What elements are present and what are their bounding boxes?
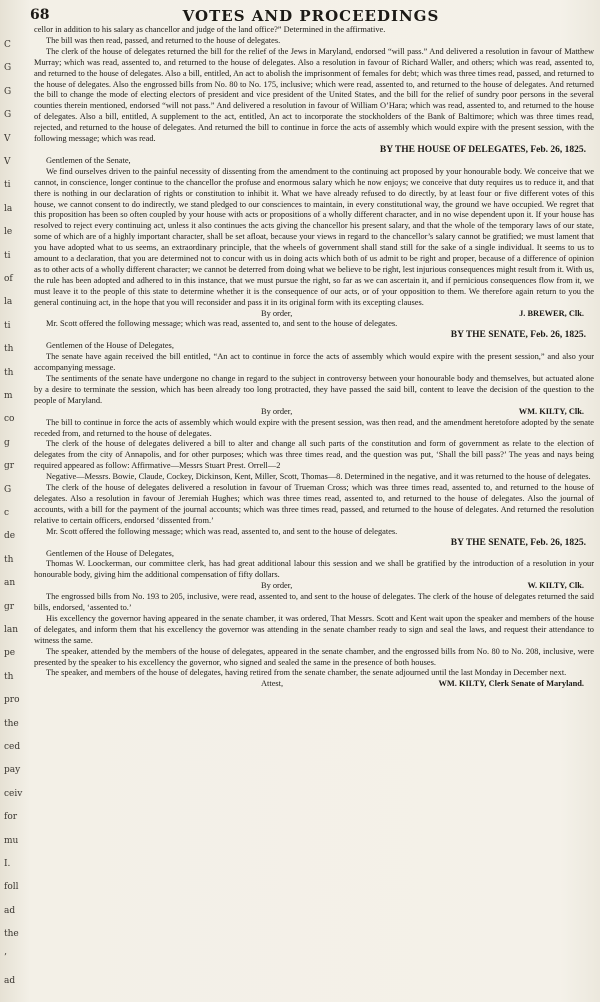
margin-note: G	[4, 86, 12, 97]
paragraph: The engrossed bills from No. 193 to 205, inclusive, were read, assented to, and sent to the house of delegates. The clerk of the house of delegates returned the said bills, endorsed, ‘assented to.’	[34, 592, 594, 613]
document-body	[34, 25, 594, 690]
paragraph: Mr. Scott offered the following message; which was read, assented to, and sent to the house of delegates.	[46, 319, 398, 329]
signature-prefix: By order,	[261, 308, 293, 318]
margin-note: de	[4, 531, 16, 542]
margin-note: th	[4, 344, 14, 355]
paragraph: The bill was then read, passed, and returned to the house of delegates.	[46, 35, 281, 45]
margin-note: m	[4, 391, 13, 401]
margin-note: V	[4, 157, 11, 167]
paragraph: The speaker, and members of the house of delegates, having retired from the senate chamber, the senate adjourned until the last Monday in December next.	[46, 668, 567, 678]
margin-note: G	[4, 63, 12, 74]
paragraph: The sentiments of the senate have undergone no change in regard to the subject in controversy between your honourable body and themselves, but actuated alone by a desire to terminate the session, which has been already too long protracted, they have passed the said bill, content to leave the decision of the question to the people of Maryland.	[34, 374, 594, 405]
margin-note: la	[4, 297, 13, 308]
paragraph: The speaker, attended by the members of the house of delegates, appeared in the senate chamber, and the engrossed bills from No. 80 to No. 208, inclusive, were presented by the speaker to his excellency the governor, who signed and sealed the same in the presence of both houses.	[34, 646, 594, 667]
margin-note: le	[4, 227, 13, 238]
margin-note: pro	[4, 695, 20, 706]
margin-note: C	[4, 40, 11, 50]
margin-note: gr	[4, 461, 15, 472]
margin-notes	[4, 40, 26, 1000]
margin-note: the	[4, 929, 19, 940]
margin-note: gr	[4, 601, 15, 612]
paragraph: We find ourselves driven to the painful necessity of dissenting from the amendment to the continuing act proposed by your honourable body. We conceive that we cannot, in conscience, longer continue to the chancellor the profuse and enormous salary which he now enjoys; we conceive that duty requires us to reduce it, and that there is nothing in our declaration of rights or constitution to inhibit it. What we have already refused to do directly, by at least four or five different votes of this house, we cannot consent to do indirectly, we stand pledged to our consciences to maintain, in every constitutional way, the ground we have occupied. We regret that this proposition has been so often coupled by your house with acts or propositions of a wholly different character, and in no wise dependent upon it. If your house has resolved to reject every continuing act, unless it also continues the acts giving the chancellor his present salary, and that the whole of the temporary laws of our state, some of which are of a highly important character, shall be set afloat, because your views in regard to the chancellor’s salary cannot be gratified; we must lament that you have adopted what to us seems, an extraordinary principle, that the wheels of government shall stand still for the sake of a single individual. It seems to us to amount to a declaration, that you are determined not to concur with us in doing acts which both of us admit to be right and proper, because of a difference of opinion as to other acts of a wholly different character; we cannot be deterred from doing what we believe to be right, lest injurious consequences might result from it. With us, the rule has been adopted and adhered to in this instance, that we must pursue the right, so far as we can ascertain it, and if pernicious consequences flow from it, we must leave it to the people of this state to determine whether it is the consequence of our acts, or of your opposition to them. We therefore again return to you the general continuing act, in the hope that you will reconsider and pass it in its original form with its excepting clauses.	[34, 166, 594, 307]
margin-note: la	[4, 203, 13, 214]
signature-name: W. KILTY, Clk.	[527, 581, 584, 591]
margin-note: th	[4, 671, 14, 682]
paragraph: The clerk of the house of delegates delivered a bill to alter and change all such parts of the constitution and form of government as relate to the election of delegates from the city of Annapolis, and for other purposes; which was three times read, and the question was put, ‘Shall the bill pass?’ The yeas and nays being required appeared as follow: Affirmative—Messrs Stuart Prest. Orrell—2	[34, 439, 594, 471]
paragraph: cellor in addition to his salary as chancellor and judge of the land office?” Determined in the affirmative.	[34, 25, 386, 34]
page-number: 68	[30, 7, 50, 23]
paragraph: Thomas W. Loockerman, our committee clerk, has had great additional labour this session and we shall be gratified by the introduction of a resolution in your honourable body, giving him the additional compensation of fifty dollars.	[34, 559, 594, 580]
paragraph: The clerk of the house of delegates returned the bill for the relief of the Jews in Maryland, endorsed “will pass.” And delivered a resolution in favour of Matthew Murray; which was read, assented to, and returned to the house of delegates. Also a resolution in favour of Richard Waller, and others; which was read, assented to, and returned to the house of delegates. Also a bill, entitled, An act to abolish the imprisonment of females for debt; which was three times read, passed, and returned to the house of delegates. Also the engrossed bills from No. 80 to No. 175, inclusive; which were read, assented to, and returned to the house of delegates. And returned the bill to change the mode of electing electors of president and vice president of the United States, and the bill for the relief of sundry poor persons in the several counties therein mentioned, endorsed “will not pass.” And delivered a resolution in favour of William O’Hara; which was read, assented to, and returned to the house of delegates. Also a bill, entitled, A supplement to the act, entitled, An act to incorporate the stockholders of the Bank of Baltimore; which was three times read, rejected, and returned to the house of delegates. And returned the bill to continue in force the acts of assembly which would expire with the present session, with the following message; which was read.	[34, 46, 594, 144]
margin-note: an	[4, 578, 16, 589]
margin-note: ti	[4, 180, 11, 191]
margin-note: mu	[4, 835, 19, 846]
margin-note: ti	[4, 320, 11, 331]
paragraph: The clerk of the house of delegates delivered a resolution in favour of Trueman Cross; which was three times read, assented to, and returned to the house of delegates. Also a resolution in favour of Jeremiah Hughes; which was three times read, assented to, and returned to the house of delegates. Also the journal of accounts, with a bill for the payment of the journal accounts; which was three times read, passed, and returned to the house of delegates. And returned the resolution relative to certain officers, endorsed ‘dissented from.’	[34, 483, 594, 525]
margin-note: c	[4, 508, 10, 518]
margin-note: I.	[4, 859, 11, 869]
paragraph: His excellency the governor having appeared in the senate chamber, it was ordered, That Messrs. Scott and Kent wait upon the speaker and members of the house of delegates, and inform them that his excellency the governor was attending in the senate chamber ready to sign and seal the laws, and request their attendance to witness the same.	[34, 613, 594, 645]
signature-name: WM. KILTY, Clk.	[518, 406, 584, 416]
signature-name: WM. KILTY, Clerk Senate of Maryland.	[438, 679, 584, 689]
margin-note: co	[4, 414, 15, 425]
signature-name: J. BREWER, Clk.	[519, 308, 584, 318]
margin-note: th	[4, 554, 14, 565]
margin-note: the	[4, 718, 19, 729]
margin-note: foll	[4, 882, 19, 893]
dateline: BY THE SENATE, Feb. 26, 1825.	[450, 330, 586, 341]
margin-note: G	[4, 484, 12, 495]
margin-note: ’	[4, 952, 7, 963]
margin-note: ced	[4, 742, 21, 752]
signature-line	[34, 581, 594, 592]
margin-note: ad	[4, 976, 16, 986]
paragraph: The bill to continue in force the acts of assembly which would expire with the present session, was then read, and the amendment heretofore adopted by the senate receded from, and returned to the house of delegates.	[34, 417, 594, 438]
margin-note: g	[4, 437, 10, 448]
margin-note: lan	[4, 625, 19, 635]
margin-note: G	[4, 110, 12, 121]
page-header	[30, 7, 592, 25]
signature-prefix: By order,	[261, 406, 293, 416]
salutation: Gentlemen of the Senate,	[46, 155, 131, 165]
paragraph: The senate have again received the bill entitled, “An act to continue in force the acts of assembly which would expire with the present session,” and also your accompanying message.	[34, 352, 594, 373]
signature-line	[34, 407, 594, 418]
signature-line	[34, 679, 594, 690]
running-title: VOTES AND PROCEEDINGS	[182, 7, 440, 25]
margin-note: pe	[4, 648, 16, 659]
margin-note: ad	[4, 905, 16, 916]
margin-note: ti	[4, 250, 11, 261]
margin-note: for	[4, 812, 18, 823]
margin-note: V	[4, 133, 11, 144]
signature-prefix: Attest,	[261, 679, 284, 689]
margin-note: ceiv	[4, 788, 23, 799]
dateline: BY THE SENATE, Feb. 26, 1825.	[450, 537, 586, 548]
margin-note: pay	[4, 765, 21, 776]
signature-line	[34, 309, 594, 320]
margin-note: of	[4, 274, 13, 284]
salutation: Gentlemen of the House of Delegates,	[46, 548, 174, 558]
dateline: BY THE HOUSE OF DELEGATES, Feb. 26, 1825.	[379, 144, 586, 155]
paragraph: Negative—Messrs. Bowie, Claude, Cockey, Dickinson, Kent, Miller, Scott, Thomas—8. Determined in the negative, and it was returned to the house of delegates.	[46, 472, 591, 482]
salutation: Gentlemen of the House of Delegates,	[46, 341, 174, 351]
margin-note: th	[4, 367, 14, 378]
paragraph: Mr. Scott offered the following message; which was read, assented to, and sent to the house of delegates.	[46, 526, 398, 536]
signature-prefix: By order,	[261, 581, 293, 591]
